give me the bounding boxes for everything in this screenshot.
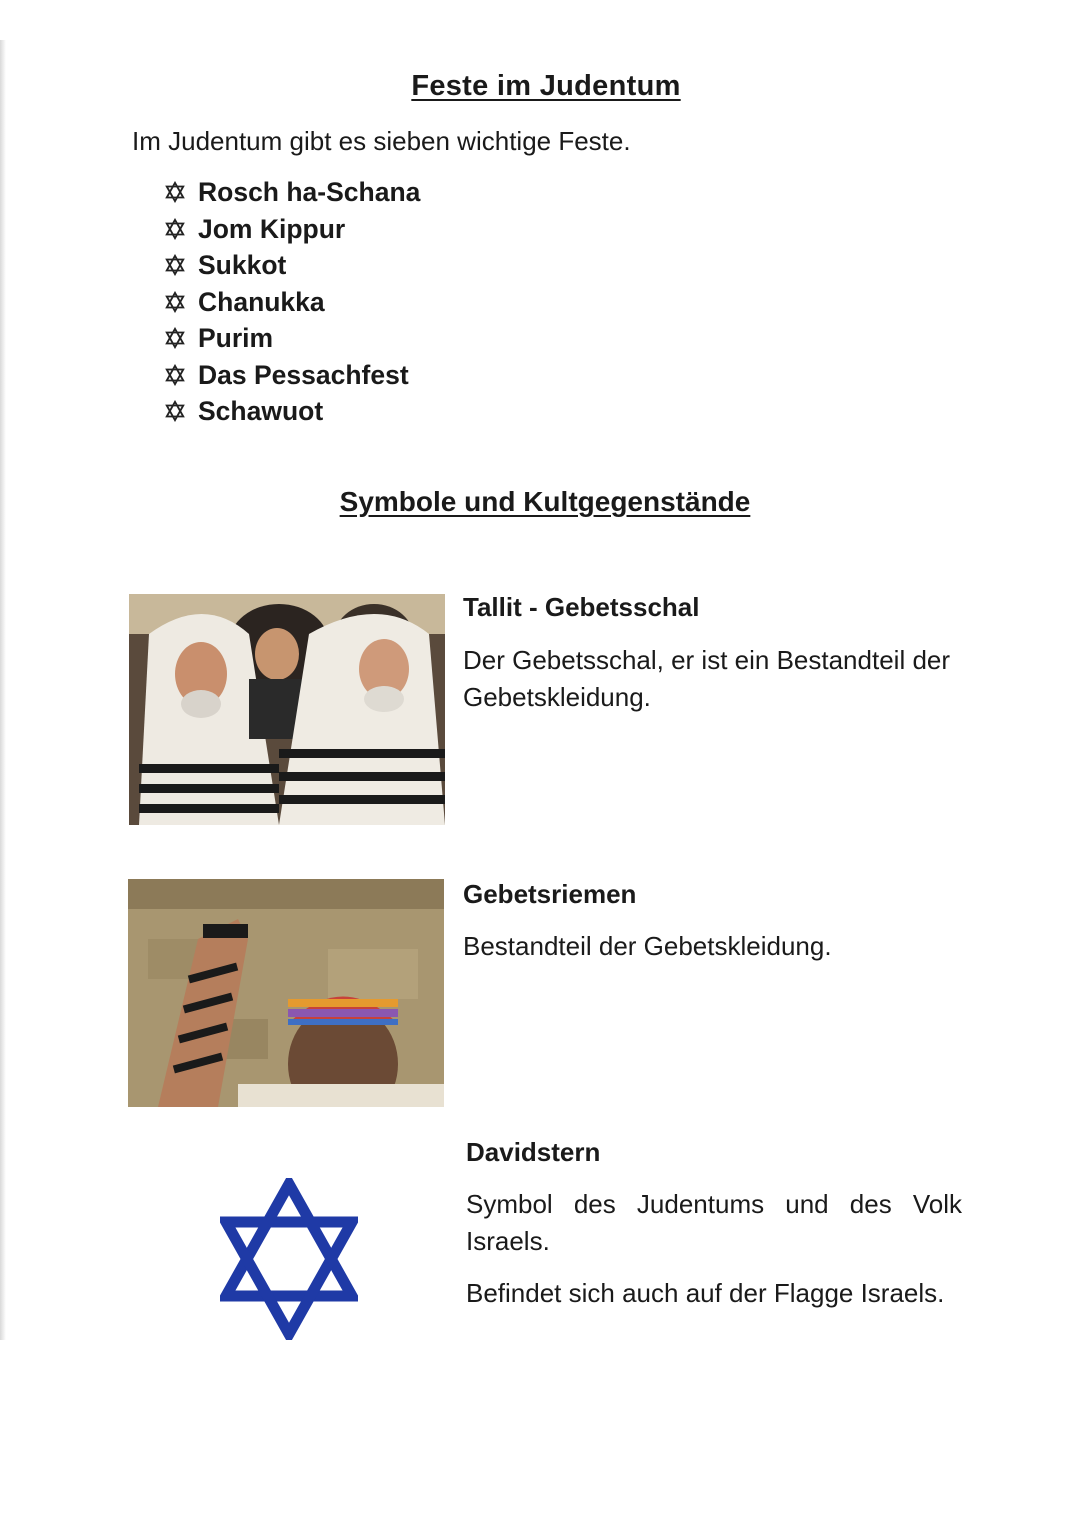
- list-item: [164, 284, 420, 321]
- star-of-david-icon: [164, 291, 186, 313]
- item-text-davidstern-1: Symbol des Judentums und des Volk Israels.: [466, 1189, 962, 1256]
- star-of-david-icon: [164, 254, 186, 276]
- fest-label: Chanukka: [198, 286, 325, 317]
- star-of-david-icon: [164, 218, 186, 240]
- heading-symbole: Symbole und Kultgegenstände: [339, 486, 751, 517]
- star-of-david-icon: [164, 364, 186, 386]
- item-text-davidstern-2: Befindet sich auch auf der Flagge Israels.: [466, 1278, 945, 1308]
- list-item: [164, 357, 420, 394]
- item-title-gebetsriemen: Gebetsriemen: [463, 879, 637, 909]
- list-item: [164, 247, 420, 284]
- fest-label: Sukkot: [198, 250, 287, 280]
- item-title-davidstern: Davidstern: [466, 1137, 601, 1167]
- item-title-tallit: Tallit - Gebetsschal: [463, 592, 700, 622]
- davidstern-icon: [220, 1178, 358, 1340]
- star-of-david-icon: [164, 327, 186, 349]
- intro-text: Im Judentum gibt es sieben wichtige Feste.: [132, 126, 631, 156]
- feste-list: [164, 174, 420, 430]
- list-item: [164, 320, 420, 357]
- list-item: [164, 211, 420, 248]
- list-item: [164, 174, 420, 211]
- fest-label: Rosch ha-Schana: [198, 177, 421, 207]
- fest-label: Das Pessachfest: [198, 359, 409, 390]
- list-item: [164, 393, 420, 430]
- page-edge-shadow: [0, 40, 6, 1340]
- star-of-david-icon: [164, 181, 186, 203]
- item-text-tallit: Der Gebetsschal, er ist ein Bestandteil der Gebetskleidung.: [463, 645, 951, 712]
- fest-label: Schawuot: [198, 396, 324, 426]
- fest-label: Jom Kippur: [198, 213, 346, 244]
- star-of-david-icon: [164, 400, 186, 422]
- gebetsriemen-photo: [128, 879, 444, 1107]
- tallit-photo: [129, 594, 445, 825]
- fest-label: Purim: [198, 323, 274, 353]
- item-text-gebetsriemen: Bestandteil der Gebetskleidung.: [463, 931, 832, 961]
- heading-feste: Feste im Judentum: [411, 70, 681, 102]
